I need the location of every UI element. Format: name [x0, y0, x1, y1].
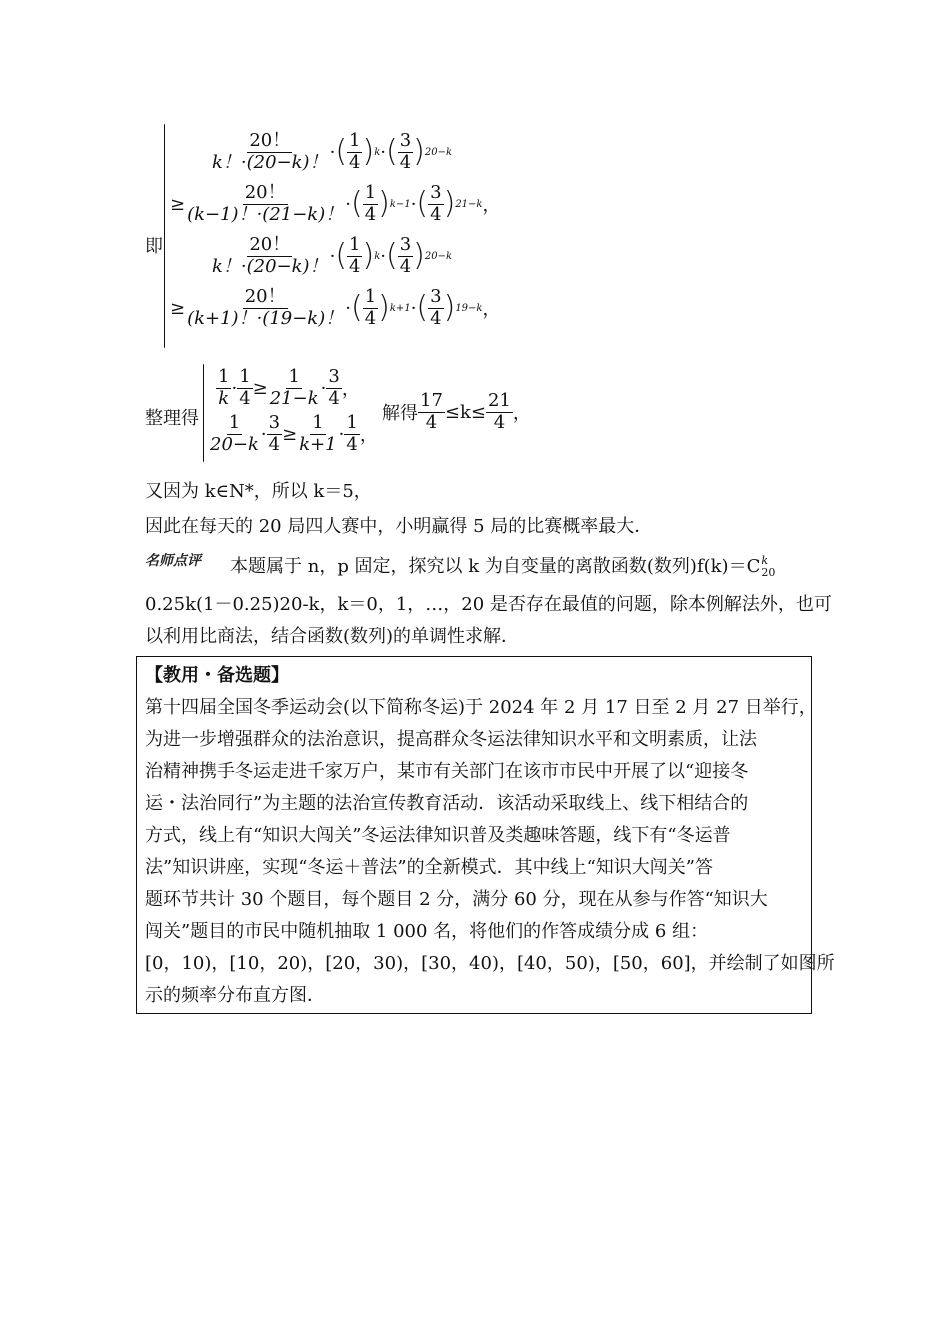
- reference-header: 【教用・备选题】: [145, 665, 289, 686]
- reference-line: 题环节共计 30 个题目，每个题目 2 分，满分 60 分，现在从参与作答“知识大: [145, 889, 768, 910]
- inequality-row-3: $\frac{20!}{k!\cdot(20-k)!}$ · ( $\frac{1}{4}$ ) k · ( $\frac{3}{4}$ ) 20−k: [212, 234, 453, 277]
- reference-line: 第十四届全国冬季运动会(以下简称冬运)于 2024 年 2 月 17 日至 2 月 27 日举行，: [145, 697, 817, 718]
- factorial-fraction: $\frac{20!}{k!\cdot(20-k)!}$: [212, 234, 328, 277]
- simplified-row-2: $\frac{1}{20-k}$ · $\frac{3}{4}$ ≥ $\frac{1}{k+1}$ · $\frac{1}{4}$ ，: [210, 412, 378, 455]
- comment-line-3: 以利用比商法，结合函数(数列)的单调性求解．: [145, 626, 520, 647]
- factorial-fraction: $\frac{20!}{k!\cdot(20-k)!}$: [212, 130, 328, 173]
- comment-tag: 名师点评: [145, 553, 201, 569]
- conclusion-line-1: 又因为 k∈N*，所以 k＝5，: [145, 481, 372, 502]
- comment-line-1: 本题属于 n，p 固定，探究以 k 为自变量的离散函数(数列)f(k)＝C k 20: [230, 553, 776, 579]
- reference-line: 闯关”题目的市民中随机抽取 1 000 名，将他们的作答成绩分成 6 组：: [145, 921, 709, 942]
- solution-range: 解得 $\frac{17}{4}$ ≤k≤ $\frac{21}{4}$ ，: [382, 390, 531, 433]
- simplify-brace: [203, 364, 204, 462]
- reference-line: 方式，线上有“知识大闯关”冬运法律知识普及类趣味答题，线下有“冬运普: [145, 825, 731, 846]
- reference-line: 法”知识讲座，实现“冬运＋普法”的全新模式．其中线上“知识大闯关”答: [145, 857, 714, 878]
- factorial-fraction: $\frac{20!}{(k-1)!\cdot(21-k)!}$: [187, 182, 344, 225]
- reference-line: 为进一步增强群众的法治意识，提高群众冬运法律知识水平和文明素质，让法: [145, 729, 757, 750]
- system-label: 即: [145, 236, 163, 257]
- reference-line: 治精神携手冬运走进千家万户，某市有关部门在该市市民中开展了以“迎接冬: [145, 761, 749, 782]
- inequality-row-2: ≥ $\frac{20!}{(k-1)!\cdot(21-k)!}$ · ( $\frac{1}{4}$ ) k−1 · ( $\frac{3}{4}$ ) 21−k ，: [170, 182, 501, 225]
- reference-line: [0，10)，[10，20)，[20，30)，[30，40)，[40，50)，[50，60]，并绘制了如图所: [145, 953, 835, 974]
- reference-problem-box: [136, 656, 835, 1014]
- reference-line: 运・法治同行”为主题的法治宣传教育活动．该活动采取线上、线下相结合的: [145, 793, 749, 814]
- inequality-row-1: $\frac{20!}{k!\cdot(20-k)!}$ · ( $\frac{1}{4}$ ) k · ( $\frac{3}{4}$ ) 20−k: [212, 130, 453, 173]
- factorial-fraction: $\frac{20!}{(k+1)!\cdot(19-k)!}$: [187, 286, 344, 329]
- system-brace: [164, 124, 165, 348]
- simplify-label: 整理得: [145, 408, 199, 429]
- inequality-row-4: ≥ $\frac{20!}{(k+1)!\cdot(19-k)!}$ · ( $\frac{1}{4}$ ) k+1 · ( $\frac{3}{4}$ ) 19−k ，: [170, 286, 501, 329]
- conclusion-line-2: 因此在每天的 20 局四人赛中，小明赢得 5 局的比赛概率最大．: [145, 516, 653, 537]
- reference-line: 示的频率分布直方图．: [145, 985, 325, 1006]
- simplified-row-1: $\frac{1}{k}$ · $\frac{1}{4}$ ≥ $\frac{1}{21-k}$ · $\frac{3}{4}$ ，: [218, 366, 360, 409]
- comment-line-2: 0.25k(1－0.25)20-k，k＝0，1，…，20 是否存在最值的问题，除本例解法外，也可: [145, 594, 832, 615]
